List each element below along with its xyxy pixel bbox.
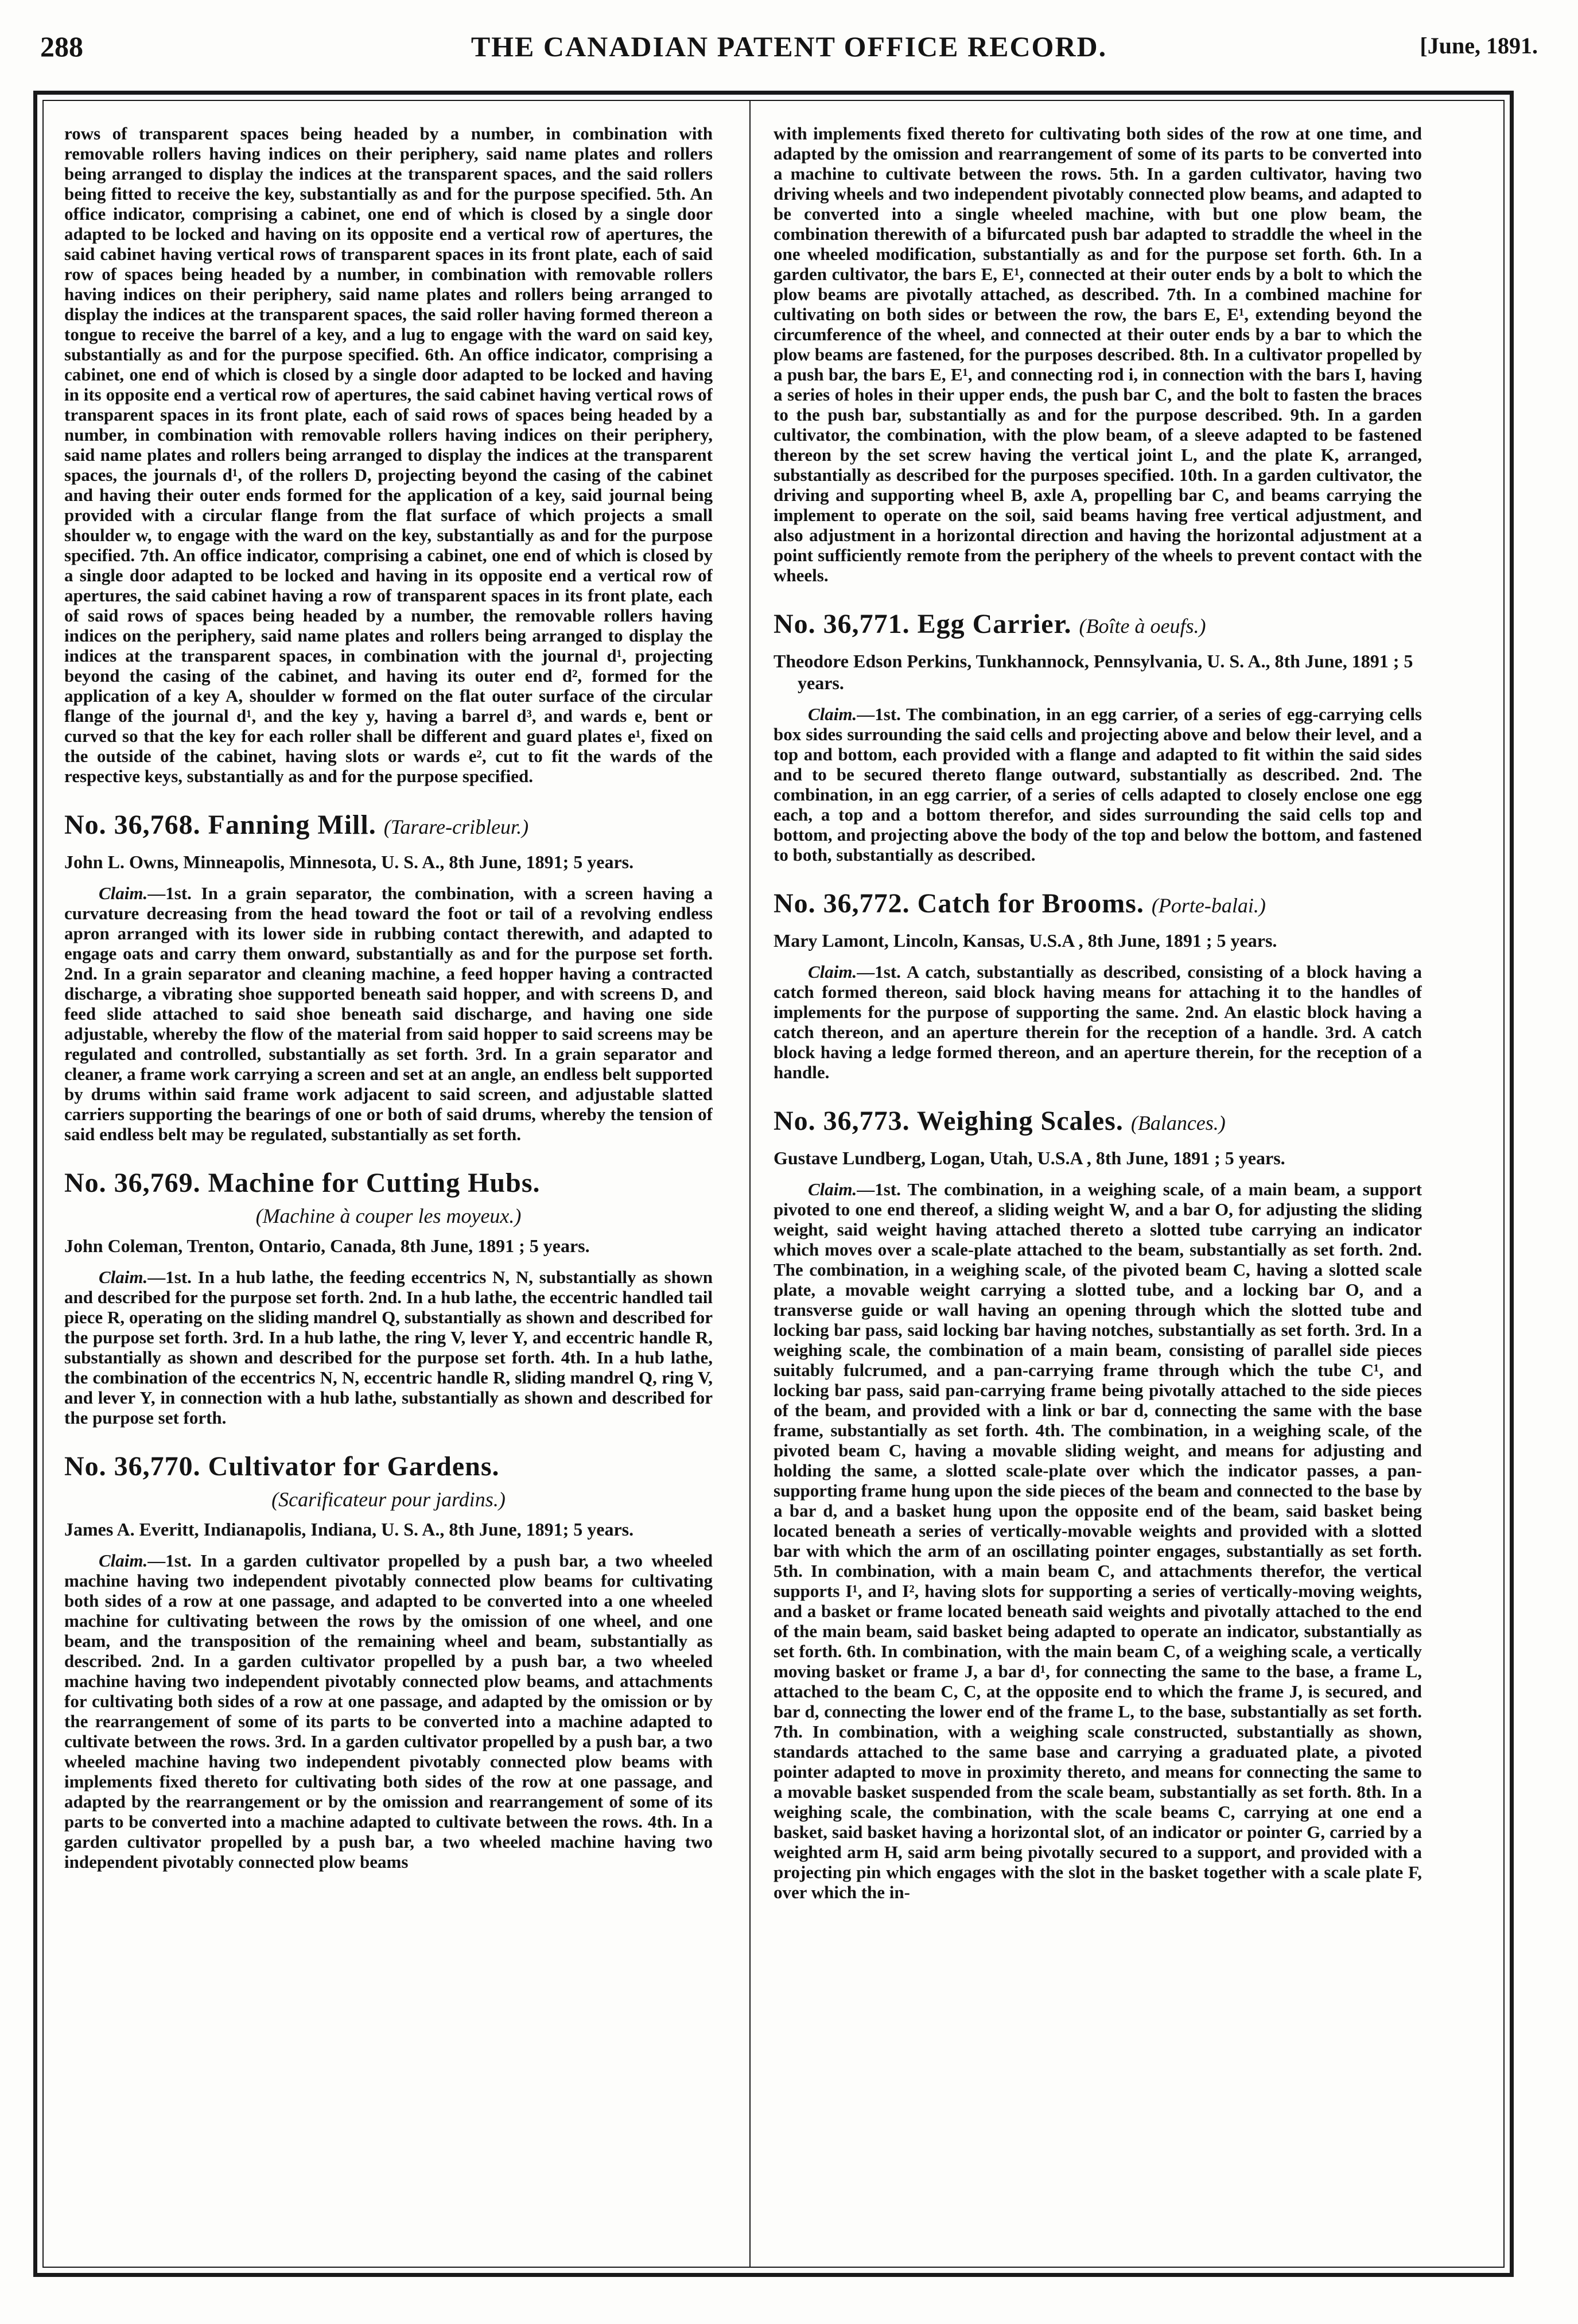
journal-title: THE CANADIAN PATENT OFFICE RECORD. <box>471 30 1107 63</box>
patent-heading <box>64 1167 713 1199</box>
patent-entry-36770 <box>64 1451 713 1872</box>
patent-title: No. 36,772. Catch for Brooms. <box>774 888 1144 919</box>
patent-title: No. 36,770. Cultivator for Gardens. <box>64 1451 500 1482</box>
patent-entry-36771 <box>774 608 1422 865</box>
patent-french-title: (Boîte à oeufs.) <box>1079 615 1206 638</box>
claim-label: Claim. <box>99 1267 148 1287</box>
patent-claims <box>64 883 713 1144</box>
patent-grantee: Theodore Edson Perkins, Tunkhannock, Pennsylvania, U. S. A., 8th June, 1891 ; 5 years. <box>774 651 1413 693</box>
claim-text: —1st. In a garden cultivator propelled by a push bar, a two wheeled machine having two independent pivotably connected plow beams for cultivating both sides of a row at one passage, and adapted to be converted into a one wheeled machine for cultivating between the rows by the omission of one wheel, and one beam, and the transposition of the remaining wheel and beam, substantially as described. 2nd. In a garden cultivator propelled by a push bar, a two wheeled machine having two independent pivotably connected plow beams, and attachments for cultivating both sides of a row at one passage, and adapted by the omission or by the rearrangement of some of its parts to be converted into a machine adapted to cultivate between the rows. 3rd. In a garden cultivator propelled by a push bar, a two wheeled machine having two independent pivotably connected plow beams with implements fixed thereto for cultivating both sides of the row at one passage, and adapted by the rearrangement or by the omission and rearrangement of some of its parts to be converted into a machine adapted to cultivate between the rows. 4th. In a garden cultivator propelled by a push bar, a two wheeled machine having two independent pivotably connected plow beams <box>64 1550 713 1872</box>
left-column <box>64 123 713 2247</box>
patent-french-title: (Balances.) <box>1130 1112 1226 1134</box>
claim-text: —1st. The combination, in a weighing scale, of a main beam, a support pivoted to one end thereof, a sliding weight W, and a bar O, for adjusting the sliding weight, said weight having attached thereto a slotted tube carrying an indicator which moves over a scale-plate attached to the beam, substantially as set forth. 2nd. The combination, in a weighing scale, of the pivoted beam C, having a slotted scale plate, a movable weight carrying a slotted tube, and a locking bar O, and a transverse guide or wall having an opening through which the slotted tube and locking bar pass, said locking bar having notches, substantially as set forth. 3rd. In a weighing scale, the combination of a main beam, consisting of parallel side pieces suitably fulcrumed, and a pan-carrying frame through which the tube C¹, and locking bar pass, said pan-carrying frame being pivotally attached to the side pieces of the beam, and provided with a link or bar d, connecting the same with the base frame, substantially as set forth. 4th. The combination, in a weighing scale, of the pivoted beam C, having a movable sliding weight, and means for adjusting and holding the same, a slotted scale-plate over which the indicator passes, a pan-supporting frame hung upon the side pieces of the beam and connected to the base by a bar d, and a basket hung upon the opposite end of the beam, said basket being located beneath a series of vertically-movable weights and provided with a slotted bar with which the arm of an oscillating pointer engages, substantially as set forth. 5th. In combination, with a main beam C, and attachments therefor, the vertical supports I¹, and I², having slots for supporting a series of vertically-moving weights, and a basket or frame located beneath said weights and pivotally attached to the end of the main beam, said basket being adapted to operate an indicator, substantially as set forth. 6th. In combination, with the main beam C, of a weighing scale, a vertically moving basket or frame J, a bar d¹, for connecting the same to the base, a frame L, attached to the beam C, C, at the opposite end to which the frame J, is secured, and bar d, connecting the lower end of the frame L, to the base, substantially as set forth. 7th. In combination, with a weighing scale constructed, substantially as shown, standards attached to the same base and carrying a graduated plate, a pivoted pointer adapted to move in proximity thereto, and means for connecting the same to a movable basket suspended from the scale beam, substantially as set forth. 8th. In a weighing scale, the combination, with the scale beams C, carrying at one end a basket, said basket having a horizontal slot, of an indicator or pointer G, carried by a weighted arm H, said arm being pivotally secured to a support, and provided with a projecting pin which engages with the slot in the basket together with a scale plate F, over which the in- <box>774 1179 1422 1902</box>
patent-claims <box>64 1267 713 1428</box>
claim-label: Claim. <box>808 704 857 724</box>
patent-entry-36768 <box>64 809 713 1144</box>
patent-heading <box>774 608 1422 642</box>
patent-heading <box>774 1105 1422 1139</box>
claim-label: Claim. <box>808 1179 857 1199</box>
patent-heading <box>64 809 713 843</box>
patent-grantee: James A. Everitt, Indianapolis, Indiana, U. S. A., 8th June, 1891; 5 years. <box>64 1519 634 1540</box>
patent-grantee: Gustave Lundberg, Logan, Utah, U.S.A , 8th June, 1891 ; 5 years. <box>774 1148 1285 1168</box>
column-divider <box>749 100 751 2268</box>
running-head <box>40 30 1538 76</box>
patent-claims <box>774 704 1422 865</box>
claim-label: Claim. <box>808 962 857 982</box>
patent-title: No. 36,768. Fanning Mill. <box>64 810 376 840</box>
claim-text: —1st. In a hub lathe, the feeding eccentrics N, N, substantially as shown and described for the purpose set forth. 2nd. In a hub lathe, the eccentric handled tail piece R, operating on the sliding mandrel Q, substantially as shown and described for the purpose set forth. 3rd. In a hub lathe, the ring V, lever Y, and eccentric handle R, substantially as shown and described for the purpose set forth. 4th. In a hub lathe, the combination of the eccentrics N, N, eccentric handle R, sliding mandrel Q, ring V, and lever Y, in connection with a hub lathe, substantially as shown and described for the purpose set forth. <box>64 1267 713 1428</box>
patent-french-title: (Machine à couper les moyeux.) <box>255 1204 522 1227</box>
patent-claims <box>774 1179 1422 1902</box>
patent-heading <box>64 1451 713 1483</box>
claim-text: —1st. In a grain separator, the combination, with a screen having a curvature decreasing from the head toward the foot or tail of a revolving endless apron arranged with its lower side in rubbing contact therewith, and adapted to engage oats and carry them onward, substantially as and for the purpose set forth. 2nd. In a grain separator and cleaning machine, a feed hopper having a contracted discharge, a vibrating shoe supported beneath said hopper, and with screens D, and feed slide attached to said shoe beneath said discharge, and having one side adjustable, whereby the flow of the material from said hopper to said screens may be regulated and controlled, substantially as set forth. 3rd. In a grain separator and cleaner, a frame work carrying a screen and set at an angle, an endless belt supported by drums within said frame work adjacent to said screen, and adjustable slatted carriers supporting the bearings of one or both of said drums, whereby the tension of said endless belt may be regulated, substantially as set forth. <box>64 883 713 1144</box>
claim-text: —1st. A catch, substantially as described, consisting of a block having a catch formed thereon, said block having means for attaching it to the handles of implements for the purpose of supporting the same. 2nd. An elastic block having a catch thereon, and an aperture therein for the reception of a handle. 3rd. A catch block having a ledge formed thereon, and an aperture therein, for the reception of a handle. <box>774 962 1422 1082</box>
issue-date: [June, 1891. <box>1420 33 1538 59</box>
patent-title: No. 36,771. Egg Carrier. <box>774 609 1072 639</box>
continued-claim-text: rows of transparent spaces being headed by a number, in combination with removable rollers having indices on their periphery, said name plates and rollers being arranged to display the indices at the transparent spaces, and the said rollers being fitted to receive the key, substantially as and for the purpose specified. 5th. An office indicator, comprising a cabinet, one end of which is closed by a single door adapted to be locked and having on its opposite end a vertical row of apertures, the said cabinet having vertical rows of transparent spaces in its front plate, each of said row of spaces being headed by a number, in combination with removable rollers having indices on their periphery, said name plates and rollers being arranged to display the indices at the transparent spaces, the said roller having formed thereon a tongue to receive the barrel of a key, and a lug to engage with the ward on said key, substantially as and for the purpose specified. 6th. An office indicator, comprising a cabinet, one end of which is closed by a single door adapted to be locked and having in its opposite end a vertical row of apertures, the said cabinet having vertical rows of transparent spaces in its front plate, each of said rows of spaces being headed by a number, in combination with removable rollers having indices on their periphery, said name plates and rollers being arranged to display the indices at the transparent spaces, the journals d¹, of the rollers D, projecting beyond the casing of the cabinet and having their outer ends formed for the application of a key, said journal being provided with a circular flange from the flat surface of which projects a small shoulder w, to engage with the ward on the key, substantially as and for the purpose specified. 7th. An office indicator, comprising a cabinet, one end of which is closed by a single door adapted to be locked and having in its opposite end a vertical row of apertures, the said cabinet having a row of transparent spaces in its front plate, each of said rows of spaces being headed by a number, the removable rollers having indices on the periphery, said name plates and rollers being arranged to display the indices at the transparent spaces, in combination with the journal d¹, projecting beyond the casing of the cabinet, and having its outer end d², formed for the application of a key A, shoulder w formed on the flat outer surface of the circular flange of the journal d¹, and the key y, having a barrel d³, and wards e, bent or curved so that the key for each roller shall be different and guard plates e¹, fixed on the outside of the cabinet, having slots or wards e², cut to fit the wards of the respective keys, substantially as and for the purpose specified. <box>64 123 713 786</box>
patent-title: No. 36,769. Machine for Cutting Hubs. <box>64 1168 541 1198</box>
patent-claims <box>774 962 1422 1082</box>
patent-claims <box>64 1550 713 1872</box>
continued-claim-text: with implements fixed thereto for cultivating both sides of the row at one time, and adapted by the omission and rearrangement of some of its parts to be converted into a machine to cultivate between the rows. 5th. In a garden cultivator, having two driving wheels and two independent pivotably connected plow beams, and adapted to be converted into a single wheeled machine, with but one plow beam, the combination therewith of a bifurcated push bar adapted to straddle the wheel in the one wheeled modification, substantially as and for the purpose set forth. 6th. In a garden cultivator, the bars E, E¹, connected at their outer ends by a bolt to which the plow beams are pivotally attached, as described. 7th. In a combined machine for cultivating on both sides or between the row, the bars E, E¹, extending beyond the circumference of the wheel, and connected at their outer ends by a bar to which the plow beams are fastened, for the purposes described. 8th. In a cultivator propelled by a push bar, the bars E, E¹, and connecting rod i, in connection with the bars I, having a series of holes in their upper ends, the push bar C, and the bolt to fasten the braces to the push bar, substantially as and for the purpose described. 9th. In a garden cultivator, the combination, with the plow beam, of a sleeve adapted to be fastened thereon by the set screw having the vertical joint L, and the plate K, arranged, substantially as described for the purposes specified. 10th. In a garden cultivator, the driving and supporting wheel B, axle A, propelling bar C, and beams carrying the implement to operate on the soil, said beams having free vertical adjustment, and also adjustment in a horizontal direction and having the horizontal adjustment at a point sufficiently remote from the periphery of the wheels to prevent contact with the wheels. <box>774 123 1422 585</box>
claim-label: Claim. <box>99 1550 148 1571</box>
patent-entry-36773 <box>774 1105 1422 1902</box>
patent-french-title: (Scarificateur pour jardins.) <box>271 1488 506 1511</box>
patent-heading <box>774 888 1422 922</box>
claim-label: Claim. <box>99 883 148 903</box>
patent-title: No. 36,773. Weighing Scales. <box>774 1106 1124 1136</box>
patent-entry-36769 <box>64 1167 713 1428</box>
patent-french-title: (Tarare-cribleur.) <box>383 815 529 838</box>
patent-french-title: (Porte-balai.) <box>1151 894 1266 917</box>
page-number: 288 <box>40 30 83 63</box>
patent-entry-36772 <box>774 888 1422 1082</box>
claim-text: —1st. The combination, in an egg carrier, of a series of egg-carrying cells box sides surrounding the said cells and projecting above and below their level, and a top and bottom, each provided with a flange and adapted to fit within the said sides and to be secured thereto flange outward, substantially as described. 2nd. The combination, in an egg carrier, of a series of cells adapted to closely enclose one egg each, a top and a bottom therefor, and sides surrounding the said cells top and bottom, and projecting above the body of the top and below the bottom, and fastened to both, substantially as described. <box>774 704 1422 865</box>
patent-grantee: John Coleman, Trenton, Ontario, Canada, 8th June, 1891 ; 5 years. <box>64 1235 590 1256</box>
right-column <box>774 123 1422 2247</box>
patent-grantee: John L. Owns, Minneapolis, Minnesota, U. S. A., 8th June, 1891; 5 years. <box>64 852 634 872</box>
patent-grantee: Mary Lamont, Lincoln, Kansas, U.S.A , 8th June, 1891 ; 5 years. <box>774 930 1277 951</box>
